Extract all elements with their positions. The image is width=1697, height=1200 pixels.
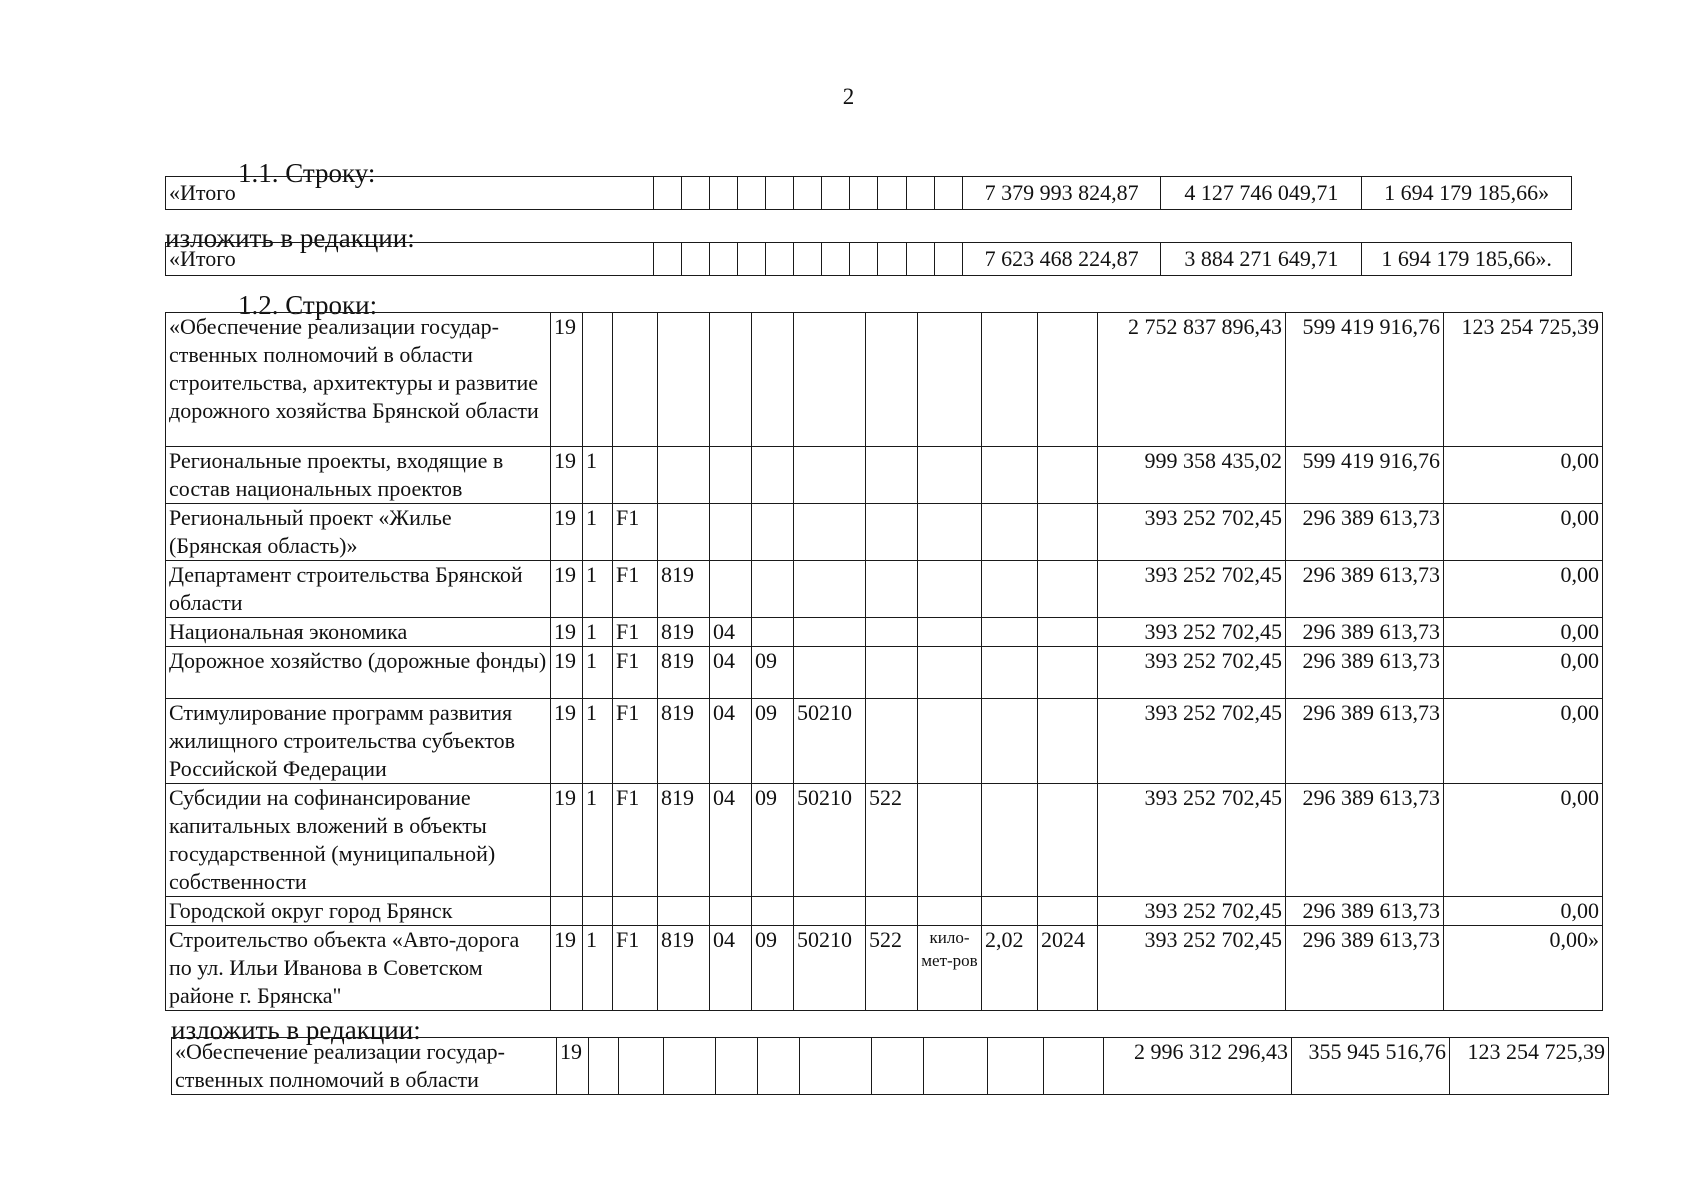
code-cell-2: 1 bbox=[583, 561, 613, 618]
amount-1: 393 252 702,45 bbox=[1098, 561, 1286, 618]
table-row bbox=[166, 699, 1603, 784]
table-row bbox=[166, 313, 1603, 447]
code-cell-8 bbox=[866, 561, 918, 618]
amount-2: 296 389 613,73 bbox=[1286, 504, 1444, 561]
code-cell-6: 09 bbox=[752, 926, 794, 1011]
amount-1: 7 623 468 224,87 bbox=[962, 243, 1161, 276]
page-number: 2 bbox=[842, 84, 855, 109]
code-cell-1: 19 bbox=[551, 313, 583, 447]
code-cell-6 bbox=[752, 561, 794, 618]
code-cell-11 bbox=[1038, 504, 1098, 561]
code-cell-9 bbox=[918, 504, 982, 561]
amount-2: 296 389 613,73 bbox=[1286, 561, 1444, 618]
code-cell-1: 19 bbox=[551, 447, 583, 504]
code-cell-4 bbox=[658, 447, 710, 504]
row-label: «Итого bbox=[166, 243, 654, 276]
code-cell-11 bbox=[1038, 897, 1098, 926]
code-cell-3: F1 bbox=[613, 926, 658, 1011]
code-cell-8 bbox=[866, 504, 918, 561]
amount-3: 0,00 bbox=[1444, 447, 1603, 504]
code-cell-10 bbox=[982, 447, 1038, 504]
amount-1: 2 996 312 296,43 bbox=[1104, 1038, 1292, 1095]
code-cell-5 bbox=[716, 1038, 758, 1095]
code-cell-4: 819 bbox=[658, 699, 710, 784]
code-cell-2: 1 bbox=[583, 699, 613, 784]
code-cell-5: 04 bbox=[710, 618, 752, 647]
code-cell-7 bbox=[800, 1038, 872, 1095]
code-cell-1: 19 bbox=[551, 699, 583, 784]
replace-text-1: изложить в редакции: bbox=[165, 223, 415, 253]
code-cell-4 bbox=[658, 313, 710, 447]
code-cell-3: F1 bbox=[613, 618, 658, 647]
code-cell-10 bbox=[988, 1038, 1044, 1095]
amount-2: 355 945 516,76 bbox=[1292, 1038, 1450, 1095]
code-cell-11 bbox=[1038, 618, 1098, 647]
row-name: Региональные проекты, входящие в состав национальных проектов bbox=[166, 447, 551, 504]
code-cell-10 bbox=[982, 618, 1038, 647]
row-name: Национальная экономика bbox=[166, 618, 551, 647]
table-row bbox=[166, 447, 1603, 504]
code-cell-9 bbox=[918, 897, 982, 926]
code-cell-9 bbox=[918, 313, 982, 447]
amount-3: 0,00 bbox=[1444, 618, 1603, 647]
code-cell-1: 19 bbox=[557, 1038, 589, 1095]
code-cell-3: F1 bbox=[613, 784, 658, 897]
code-cell-2 bbox=[583, 897, 613, 926]
amount-2: 296 389 613,73 bbox=[1286, 647, 1444, 699]
row-name: Дорожное хозяйство (дорожные фонды) bbox=[166, 647, 551, 699]
row-name: Региональный проект «Жилье (Брянская область)» bbox=[166, 504, 551, 561]
code-cell-1 bbox=[551, 897, 583, 926]
code-cell-8 bbox=[872, 1038, 924, 1095]
code-cell-6 bbox=[758, 1038, 800, 1095]
code-cell-7 bbox=[794, 647, 866, 699]
code-cell-4 bbox=[664, 1038, 716, 1095]
amount-2: 296 389 613,73 bbox=[1286, 699, 1444, 784]
code-cell-3: F1 bbox=[613, 647, 658, 699]
code-cell-9 bbox=[924, 1038, 988, 1095]
code-cell-4 bbox=[658, 897, 710, 926]
code-cell-2: 1 bbox=[583, 784, 613, 897]
code-cell-7 bbox=[794, 561, 866, 618]
code-cell-3: F1 bbox=[613, 699, 658, 784]
code-cell-7 bbox=[794, 897, 866, 926]
code-cell-11 bbox=[1038, 447, 1098, 504]
code-cell-5 bbox=[710, 561, 752, 618]
code-cell-11 bbox=[1038, 561, 1098, 618]
code-cell-2: 1 bbox=[583, 618, 613, 647]
code-cell-5: 04 bbox=[710, 647, 752, 699]
code-cell-11 bbox=[1038, 647, 1098, 699]
code-cell-3: F1 bbox=[613, 504, 658, 561]
code-cell-9 bbox=[918, 618, 982, 647]
amount-2: 296 389 613,73 bbox=[1286, 897, 1444, 926]
code-cell-1: 19 bbox=[551, 647, 583, 699]
amount-3: 1 694 179 185,66». bbox=[1362, 243, 1572, 276]
code-cell-4: 819 bbox=[658, 647, 710, 699]
code-cell-7 bbox=[794, 447, 866, 504]
code-cell-6: 09 bbox=[752, 699, 794, 784]
code-cell-3 bbox=[619, 1038, 664, 1095]
amount-1: 393 252 702,45 bbox=[1098, 926, 1286, 1011]
code-cell-2: 1 bbox=[583, 504, 613, 561]
code-cell-7 bbox=[794, 618, 866, 647]
row-name: Субсидии на софинансирование капитальных вложений в объекты государственной (муниципальной) собственности bbox=[166, 784, 551, 897]
code-cell-7 bbox=[794, 313, 866, 447]
code-cell-9 bbox=[918, 561, 982, 618]
code-cell-7: 50210 bbox=[794, 699, 866, 784]
row-name: Строительство объекта «Авто-дорога по ул. Ильи Иванова в Советском районе г. Брянска" bbox=[166, 926, 551, 1011]
code-cell-10 bbox=[982, 504, 1038, 561]
code-cell-5 bbox=[710, 447, 752, 504]
amount-3: 123 254 725,39 bbox=[1450, 1038, 1609, 1095]
code-cell-6 bbox=[752, 447, 794, 504]
amount-1: 393 252 702,45 bbox=[1098, 618, 1286, 647]
amount-1: 393 252 702,45 bbox=[1098, 897, 1286, 926]
code-cell-8: 522 bbox=[866, 784, 918, 897]
amount-3: 0,00 bbox=[1444, 561, 1603, 618]
code-cell-8 bbox=[866, 618, 918, 647]
row-name: Городской округ город Брянск bbox=[166, 897, 551, 926]
amount-3: 0,00» bbox=[1444, 926, 1603, 1011]
code-cell-8 bbox=[866, 447, 918, 504]
code-cell-1: 19 bbox=[551, 504, 583, 561]
code-cell-7: 50210 bbox=[794, 784, 866, 897]
code-cell-11 bbox=[1038, 784, 1098, 897]
table-row bbox=[166, 647, 1603, 699]
code-cell-8 bbox=[866, 897, 918, 926]
code-cell-1: 19 bbox=[551, 618, 583, 647]
amount-1: 7 379 993 824,87 bbox=[962, 177, 1161, 210]
amount-3: 0,00 bbox=[1444, 647, 1603, 699]
amount-3: 0,00 bbox=[1444, 699, 1603, 784]
code-cell-5: 04 bbox=[710, 784, 752, 897]
code-cell-11 bbox=[1044, 1038, 1104, 1095]
code-cell-2 bbox=[583, 313, 613, 447]
code-cell-4: 819 bbox=[658, 618, 710, 647]
code-cell-8: 522 bbox=[866, 926, 918, 1011]
amount-1: 2 752 837 896,43 bbox=[1098, 313, 1286, 447]
code-cell-2 bbox=[589, 1038, 619, 1095]
code-cell-8 bbox=[866, 313, 918, 447]
code-cell-9: кило-мет-ров bbox=[918, 926, 982, 1011]
amount-1: 393 252 702,45 bbox=[1098, 784, 1286, 897]
code-cell-6 bbox=[752, 313, 794, 447]
table-row bbox=[166, 897, 1603, 926]
code-cell-5 bbox=[710, 313, 752, 447]
code-cell-10 bbox=[982, 699, 1038, 784]
amount-2: 296 389 613,73 bbox=[1286, 784, 1444, 897]
code-cell-9 bbox=[918, 699, 982, 784]
new-budget-lines-table bbox=[171, 1037, 1609, 1095]
code-cell-10 bbox=[982, 313, 1038, 447]
code-cell-11 bbox=[1038, 313, 1098, 447]
code-cell-8 bbox=[866, 647, 918, 699]
code-cell-10 bbox=[982, 784, 1038, 897]
code-cell-5 bbox=[710, 897, 752, 926]
section-1-2-heading: 1.2. Строки: bbox=[238, 290, 378, 320]
amount-2: 599 419 916,76 bbox=[1286, 313, 1444, 447]
replace-text-2: изложить в редакции: bbox=[171, 1015, 421, 1045]
amount-2: 296 389 613,73 bbox=[1286, 926, 1444, 1011]
amount-1: 393 252 702,45 bbox=[1098, 647, 1286, 699]
code-cell-6 bbox=[752, 504, 794, 561]
code-cell-4: 819 bbox=[658, 926, 710, 1011]
amount-3: 1 694 179 185,66» bbox=[1362, 177, 1572, 210]
code-cell-1: 19 bbox=[551, 561, 583, 618]
code-cell-4: 819 bbox=[658, 784, 710, 897]
code-cell-6 bbox=[752, 897, 794, 926]
amount-1: 999 358 435,02 bbox=[1098, 447, 1286, 504]
code-cell-8 bbox=[866, 699, 918, 784]
amount-3: 0,00 bbox=[1444, 784, 1603, 897]
amount-2: 3 884 271 649,71 bbox=[1161, 243, 1362, 276]
table-row bbox=[166, 243, 1572, 276]
table-row bbox=[166, 177, 1572, 210]
code-cell-2: 1 bbox=[583, 926, 613, 1011]
code-cell-4: 819 bbox=[658, 561, 710, 618]
section-1-1-heading: 1.1. Строку: bbox=[238, 158, 376, 188]
table-row bbox=[172, 1038, 1609, 1095]
table-row bbox=[166, 618, 1603, 647]
code-cell-1: 19 bbox=[551, 926, 583, 1011]
code-cell-5: 04 bbox=[710, 926, 752, 1011]
row-label: «Итого bbox=[166, 177, 654, 210]
code-cell-3 bbox=[613, 897, 658, 926]
amount-2: 599 419 916,76 bbox=[1286, 447, 1444, 504]
code-cell-11 bbox=[1038, 699, 1098, 784]
code-cell-10 bbox=[982, 897, 1038, 926]
code-cell-9 bbox=[918, 447, 982, 504]
code-cell-3 bbox=[613, 447, 658, 504]
table-row bbox=[166, 561, 1603, 618]
row-name: «Обеспечение реализации государ-ственных полномочий в области строительства, архитектуры и развитие дорожного хозяйства Брянской области bbox=[166, 313, 551, 447]
row-name: «Обеспечение реализации государ-ственных полномочий в области bbox=[172, 1038, 557, 1095]
budget-lines-table bbox=[165, 312, 1603, 1011]
table-row bbox=[166, 504, 1603, 561]
amount-1: 393 252 702,45 bbox=[1098, 699, 1286, 784]
code-cell-10 bbox=[982, 561, 1038, 618]
amount-1: 393 252 702,45 bbox=[1098, 504, 1286, 561]
code-cell-9 bbox=[918, 647, 982, 699]
amount-2: 4 127 746 049,71 bbox=[1161, 177, 1362, 210]
amount-3: 0,00 bbox=[1444, 897, 1603, 926]
code-cell-4 bbox=[658, 504, 710, 561]
new-total-table bbox=[165, 242, 1572, 276]
code-cell-6 bbox=[752, 618, 794, 647]
table-row bbox=[166, 926, 1603, 1011]
amount-2: 296 389 613,73 bbox=[1286, 618, 1444, 647]
code-cell-6: 09 bbox=[752, 647, 794, 699]
code-cell-11: 2024 bbox=[1038, 926, 1098, 1011]
code-cell-3 bbox=[613, 313, 658, 447]
code-cell-6: 09 bbox=[752, 784, 794, 897]
code-cell-5: 04 bbox=[710, 699, 752, 784]
code-cell-9 bbox=[918, 784, 982, 897]
original-total-table bbox=[165, 176, 1572, 210]
code-cell-10: 2,02 bbox=[982, 926, 1038, 1011]
code-cell-10 bbox=[982, 647, 1038, 699]
code-cell-2: 1 bbox=[583, 447, 613, 504]
code-cell-2: 1 bbox=[583, 647, 613, 699]
row-name: Департамент строительства Брянской области bbox=[166, 561, 551, 618]
table-row bbox=[166, 784, 1603, 897]
amount-3: 0,00 bbox=[1444, 504, 1603, 561]
row-name: Стимулирование программ развития жилищного строительства субъектов Российской Федерации bbox=[166, 699, 551, 784]
code-cell-1: 19 bbox=[551, 784, 583, 897]
code-cell-7: 50210 bbox=[794, 926, 866, 1011]
amount-3: 123 254 725,39 bbox=[1444, 313, 1603, 447]
code-cell-5 bbox=[710, 504, 752, 561]
code-cell-7 bbox=[794, 504, 866, 561]
code-cell-3: F1 bbox=[613, 561, 658, 618]
